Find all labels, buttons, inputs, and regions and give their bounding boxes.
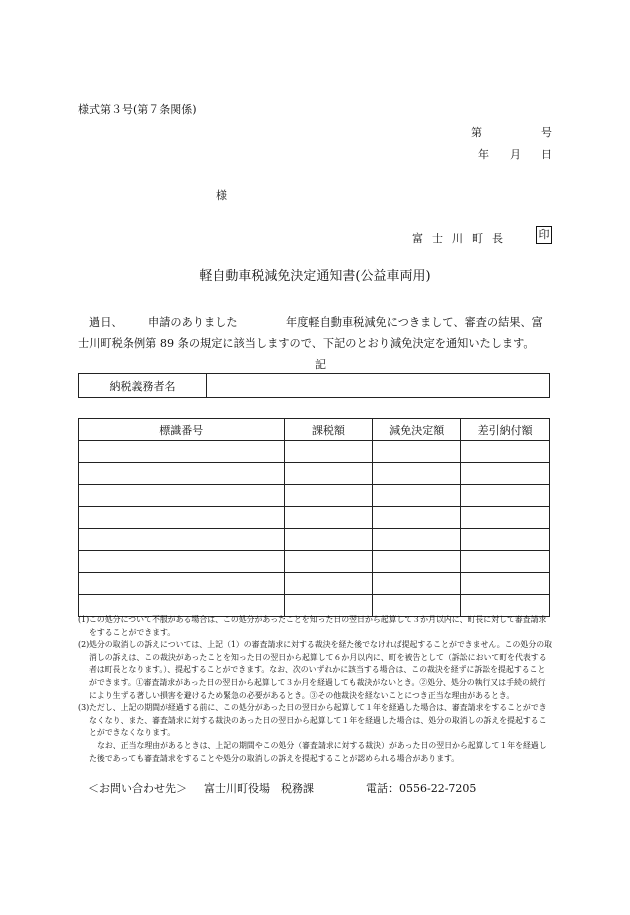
table-cell[interactable] <box>79 485 285 507</box>
table-cell[interactable] <box>461 485 550 507</box>
issuer-name: 富士川町長 <box>412 232 512 245</box>
date-day-label: 日 <box>541 148 552 161</box>
contact-office: 富士川町役場 税務課 <box>204 782 314 795</box>
note-3-text: ただし、上記の期間が経過する前に、この処分があった日の翌日から起算して１年を経過した場合は、審査請求をすることができなくなり、また、審査請求に対する裁決のあった日の翌日から起算して１年を経過した場合は、処分の取消しの訴えを提起することができなくなります。 <box>89 703 547 738</box>
document-title: 軽自動車税減免決定通知書(公益車両用) <box>199 269 431 284</box>
table-cell[interactable] <box>373 529 461 551</box>
column-header: 課税額 <box>284 419 373 441</box>
taxpayer-table <box>78 373 550 398</box>
table-cell[interactable] <box>79 529 285 551</box>
table-cell[interactable] <box>284 507 373 529</box>
table-cell[interactable] <box>284 463 373 485</box>
contact-phone: 電話：0556-22-7205 <box>366 782 477 795</box>
table-cell[interactable] <box>284 529 373 551</box>
table-cell[interactable] <box>79 441 285 463</box>
table-row <box>79 485 550 507</box>
table-cell[interactable] <box>373 463 461 485</box>
table-cell[interactable] <box>373 551 461 573</box>
table-cell[interactable] <box>284 573 373 595</box>
note-1 <box>78 614 553 639</box>
table-cell[interactable] <box>79 551 285 573</box>
table-cell[interactable] <box>373 485 461 507</box>
table-cell[interactable] <box>461 441 550 463</box>
table-cell[interactable] <box>373 573 461 595</box>
document-number-suffix: 号 <box>541 126 552 139</box>
contact-label: ＜お問い合わせ先＞ <box>88 782 187 795</box>
table-cell[interactable] <box>79 507 285 529</box>
form-number: 様式第３号(第７条関係) <box>78 103 197 116</box>
taxpayer-name-label: 納税義務者名 <box>79 374 207 398</box>
note-2 <box>78 639 553 702</box>
seal-box: 印 <box>536 226 552 244</box>
vehicle-table <box>78 418 550 617</box>
table-row <box>79 573 550 595</box>
note-3 <box>78 702 553 740</box>
table-cell[interactable] <box>461 507 550 529</box>
table-cell[interactable] <box>461 463 550 485</box>
note-1-marker: (1) <box>78 615 90 624</box>
body-text-line2: 士川町税条例第 89 条の規定に該当しますので、下記のとおり減免決定を通知いたします。 <box>78 337 535 350</box>
note-2-marker: (2) <box>78 640 90 650</box>
table-cell[interactable] <box>373 507 461 529</box>
note-1-text: この処分について不服がある場合は、この処分があったことを知った日の翌日から起算して３か月以内に、町長に対して審査請求をすることができます。 <box>89 615 547 637</box>
table-cell[interactable] <box>284 441 373 463</box>
addressee-honorific: 様 <box>216 189 227 202</box>
taxpayer-name-field[interactable] <box>207 374 550 398</box>
table-row <box>79 551 550 573</box>
table-header-row <box>79 419 550 441</box>
table-cell[interactable] <box>79 463 285 485</box>
ki-heading: 記 <box>315 358 326 371</box>
table-cell[interactable] <box>79 573 285 595</box>
table-cell[interactable] <box>284 485 373 507</box>
column-header: 標識番号 <box>79 419 285 441</box>
table-cell[interactable] <box>284 551 373 573</box>
table-cell[interactable] <box>461 573 550 595</box>
table-cell[interactable] <box>461 551 550 573</box>
document-number-label: 第 <box>471 126 482 139</box>
column-header: 差引納付額 <box>461 419 550 441</box>
notes-section <box>78 614 553 765</box>
note-3-marker: (3) <box>78 703 90 713</box>
date-year-label: 年 <box>478 148 489 161</box>
note-4-text: なお、正当な理由があるときは、上記の期間やこの処分（審査請求に対する裁決）があった日の翌日から起算して１年を経過した後であっても審査請求をすることや処分の取消しの訴えを提起することが認められる場合があります。 <box>89 740 547 763</box>
table-cell[interactable] <box>373 441 461 463</box>
table-row <box>79 507 550 529</box>
table-cell[interactable] <box>461 529 550 551</box>
note-2-text: 処分の取消しの訴えについては、上記（1）の審査請求に対する裁決を経た後でなければ提起することができません。この処分の取消しの訴えは、この裁決があったことを知った日の翌日から起算して６か月以内に、町を被告として（訴訟において町を代表する者は町長となります。）、提起することができます。なお、次のいずれかに該当する場合は、この裁決を経ずに訴訟を提起することができます。①審査請求があった日の翌日から起算して３か月を経過しても裁決がないとき。②処分、処分の執行又は手続の続行により生ずる著しい損害を避けるため緊急の必要があるとき。③その他裁決を経ないことにつき正当な理由があるとき。 <box>89 640 552 700</box>
table-row <box>79 529 550 551</box>
date-month-label: 月 <box>510 148 521 161</box>
column-header: 減免決定額 <box>373 419 461 441</box>
body-text-part2: 申請のありました <box>148 316 238 329</box>
body-text-part1: 過日、 <box>89 316 123 329</box>
table-row <box>79 441 550 463</box>
table-row <box>79 463 550 485</box>
body-text-part3: 年度軽自動車税減免につきまして、審査の結果、富 <box>286 316 543 329</box>
